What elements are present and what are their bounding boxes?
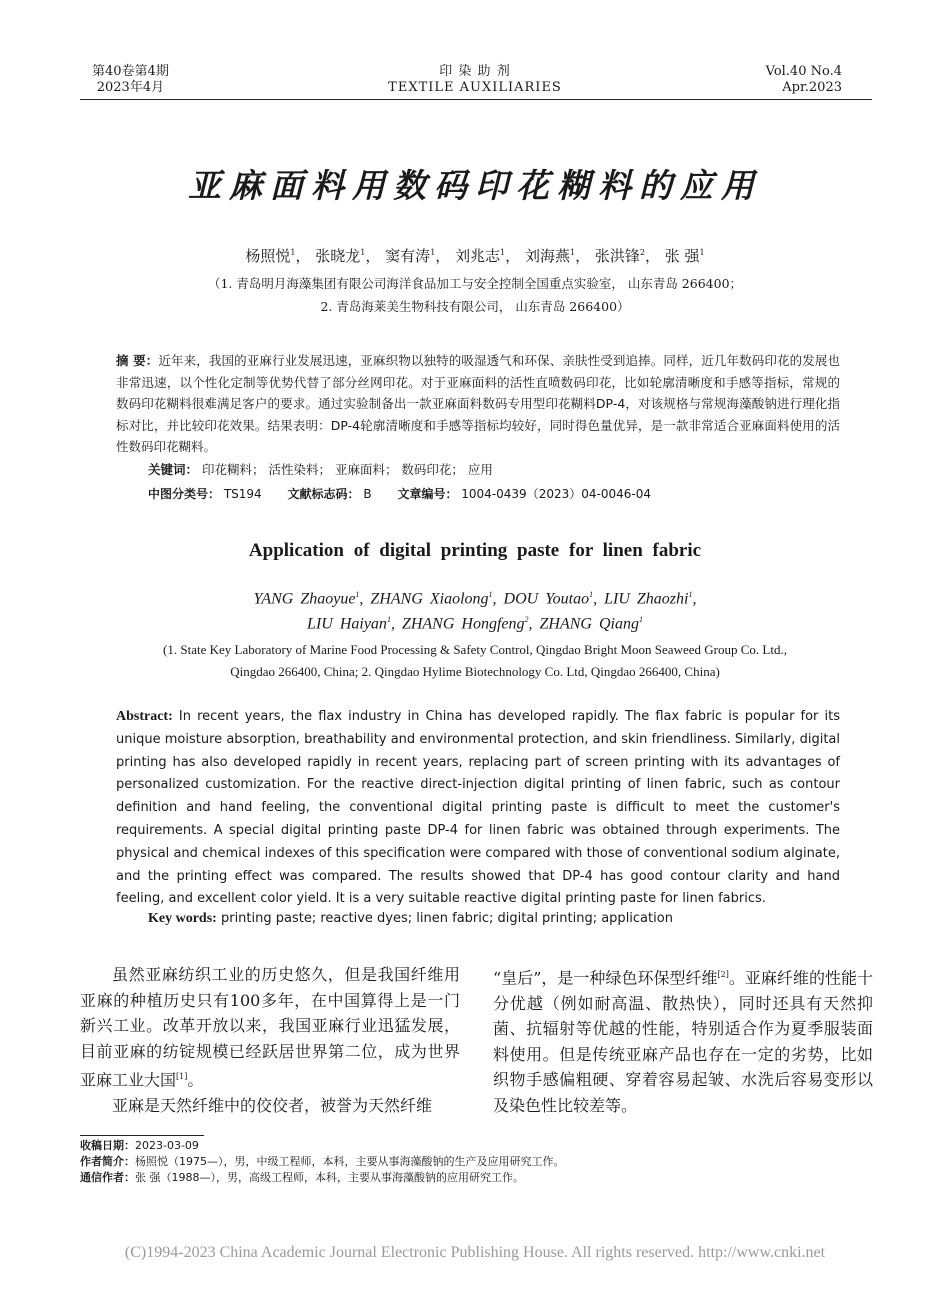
- keywords-en: [148, 911, 673, 927]
- author-cn: 刘海燕: [524, 247, 570, 265]
- keywords-cn: [148, 460, 493, 478]
- affiliation-cn-2: 2. 青岛海莱美生物科技有限公司， 山东青岛 266400）: [320, 299, 630, 314]
- author-list-en-2: LIU Haiyan$^1$, ZHANG Hongfeng$^2$, ZHANG Qiang$^1$: [307, 615, 643, 633]
- author-sup: 1: [355, 590, 360, 599]
- abstract-en-label: Abstract:: [116, 709, 173, 724]
- issue-date-en: Apr.2023: [782, 80, 842, 95]
- volume-issue: 第40卷第4期: [92, 64, 169, 79]
- body-text: 。亚麻纤维的性能十分优越（例如耐高温、散热快），同时还具有天然抑菌、抗辐射等优越的性能，特别适合作为夏季服装面料使用。但是传统亚麻产品也存在一定的劣势，比如织物手感偏粗硬、穿着容易起皱、水洗后容易变形以及染色性比较差等。: [493, 968, 873, 1115]
- volume-issue-en: Vol.40 No.4: [765, 64, 842, 79]
- author-en: LIU Haiyan: [307, 615, 387, 633]
- keywords-en-label: Key words:: [148, 911, 217, 926]
- keywords-cn-label: 关键词：: [148, 462, 199, 477]
- abstract-cn-text: 近年来，我国的亚麻行业发展迅速，亚麻织物以独特的吸湿透气和环保、亲肤性受到追捧。同样，近几年数码印花的发展也非常迅速，以个性化定制等优势代替了部分丝网印花。对于亚麻面料的活性直喷数码印花，比如轮廓清晰度和手感等指标，常规的数码印花糊料很难满足客户的要求。通过实验制备出一款亚麻面料数码专用型印花糊料DP-4，对该规格与常规海藻酸钠进行理化指标对比，并比较印花效果。结果表明：DP-4轮廓清晰度和手感等指标均较好，同时得色量优异，是一款非常适合亚麻面料使用的活性数码印花糊料。: [116, 353, 840, 454]
- doc-code-value: B: [363, 487, 372, 501]
- author-sup: 1: [569, 248, 576, 257]
- footnote-author: [80, 1154, 565, 1169]
- author-cn: 窦有涛: [385, 247, 431, 265]
- article-number-value: 1004-0439（2023）04-0046-04: [461, 487, 651, 501]
- clc-label: 中图分类号：: [148, 487, 221, 501]
- author-cn: 张洪锋: [594, 247, 640, 265]
- abstract-en-text: In recent years, the flax industry in China has developed rapidly. The flax fabric is popular for its unique moisture absorption, breathability and environmental protection, and skin friendliness. Similarly, digital printing has also developed rapidly in recent years, replacing part of screen printing with its advantages of personalized customization. For the reactive direct-injection digital printing of linen fabric, such as contour definition and hand feeling, the conventional digital printing paste is difficult to meet the customer's requirements. A special digital printing paste DP-4 for linen fabric was obtained through experiments. The physical and chemical indexes of this specification were compared with those of conventional sodium alginate, and the printing effect was compared. The results showed that DP-4 has good contour clarity and hand feeling, and excellent color yield. It is a very suitable reactive digital printing paste for linen fabrics.: [116, 709, 840, 907]
- paper-title-cn: 亚麻面料用数码印花糊料的应用: [188, 166, 762, 205]
- author-cn: 张晓龙: [315, 247, 361, 265]
- body-paragraph: 亚麻是天然纤维中的佼佼者，被誉为天然纤维: [112, 1095, 433, 1115]
- author-sup: 1: [500, 248, 506, 257]
- author-sup: 1: [589, 590, 594, 599]
- paper-title-en: Application of digital printing paste for linen fabric: [248, 540, 702, 561]
- author-sup: 1: [290, 248, 296, 257]
- body-text: “皇后”，是一种绿色环保型纤维: [493, 968, 718, 988]
- author-sup: 1: [430, 248, 436, 257]
- author-en: ZHANG Hongfeng: [401, 615, 525, 633]
- body-text: 虽然亚麻纺织工业的历史悠久，但是我国纤维用亚麻的种植历史只有100多年，在中国算得上是一门新兴工业。改革开放以来，我国亚麻行业迅猛发展，目前亚麻的纺锭规模已经跃居世界第二位，成为世界亚麻工业大国: [80, 965, 460, 1090]
- doc-code-label: 文献标志码：: [287, 487, 360, 501]
- citation-ref[interactable]: [2]: [717, 970, 729, 979]
- body-text: 。: [187, 1070, 204, 1090]
- affiliation-cn-1: （1. 青岛明月海藻集团有限公司海洋食品加工与安全控制全国重点实验室， 山东青岛 266400；: [207, 276, 743, 291]
- corresponding-value: 张 强（1988—），男，高级工程师，本科，主要从事海藻酸钠的应用研究工作。: [135, 1171, 524, 1184]
- author-en: ZHANG Xiaolong: [370, 590, 489, 608]
- keywords-cn-text: 印花糊料； 活性染料； 亚麻面料； 数码印花； 应用: [202, 462, 493, 477]
- body-column-right: [493, 962, 873, 1118]
- clc-value: TS194: [223, 487, 262, 501]
- footnote-received: [80, 1138, 199, 1153]
- abstract-en: [116, 706, 840, 911]
- author-bio-value: 杨照悦（1975—），男，中级工程师，本科，主要从事海藻酸钠的生产及应用研究工作。: [135, 1155, 565, 1168]
- author-en: DOU Youtao: [503, 590, 590, 608]
- author-en: LIU Zhaozhi: [604, 590, 689, 608]
- author-cn: 刘兆志: [455, 247, 501, 265]
- journal-name-cn: 印 染 助 剂: [439, 64, 511, 79]
- journal-volume-en: [766, 64, 842, 96]
- affiliation-en-2: Qingdao 266400, China; 2. Qingdao Hylime Biotechnology Co. Ltd, Qingdao 266400, China): [230, 664, 720, 679]
- author-sup: 1: [699, 248, 705, 257]
- author-bio-label: 作者简介：: [80, 1155, 135, 1168]
- author-sup: 1: [488, 590, 493, 599]
- body-column-left: [80, 962, 460, 1118]
- author-cn: 杨照悦: [245, 247, 291, 265]
- classification-line: [148, 485, 651, 502]
- author-sup: 2: [524, 615, 529, 624]
- author-sup: 1: [638, 615, 643, 624]
- affiliation-en-1: (1. State Key Laboratory of Marine Food Processing & Safety Control, Qingdao Bright Moon Seaweed Group Co. Ltd.,: [163, 642, 787, 657]
- abstract-cn-label: 摘 要：: [116, 353, 159, 368]
- journal-name-en: TEXTILE AUXILIARIES: [388, 80, 562, 95]
- body-paragraph: [493, 962, 873, 1118]
- author-cn: 张 强: [664, 247, 700, 265]
- author-sup: 1: [688, 590, 693, 599]
- received-label: 收稿日期：: [80, 1139, 135, 1152]
- footnote-corresponding: [80, 1170, 524, 1185]
- citation-ref[interactable]: [1]: [176, 1072, 188, 1081]
- author-sup: 2: [639, 248, 645, 257]
- author-en: ZHANG Qiang: [539, 615, 639, 633]
- author-list-en-1: YANG Zhaoyue$^1$, ZHANG Xiaolong$^1$, DOU Youtao$^1$, LIU Zhaozhi$^1$,: [253, 590, 697, 608]
- copyright-notice: (C)1994-2023 China Academic Journal Electronic Publishing House. All rights reserved. http://www.cnki.net: [124, 1244, 826, 1261]
- corresponding-label: 通信作者：: [80, 1171, 135, 1184]
- author-sup: 1: [360, 248, 366, 257]
- keywords-en-text: printing paste; reactive dyes; linen fabric; digital printing; application: [220, 911, 673, 926]
- abstract-cn: [116, 350, 840, 458]
- author-en: YANG Zhaoyue: [253, 590, 356, 608]
- header-rule: [80, 99, 872, 100]
- article-number-label: 文章编号：: [397, 487, 458, 501]
- author-list-cn: 杨照悦$^1$， 张晓龙$^1$， 窦有涛$^1$， 刘兆志$^1$， 刘海燕$^1$， 张洪锋$^2$， 张 强$^1$: [245, 247, 705, 265]
- received-value: 2023-03-09: [135, 1139, 199, 1152]
- author-sup: 1: [386, 615, 391, 624]
- body-paragraph: [80, 962, 460, 1093]
- issue-date-cn: 2023年4月: [96, 80, 165, 95]
- footnote-rule: [80, 1135, 204, 1136]
